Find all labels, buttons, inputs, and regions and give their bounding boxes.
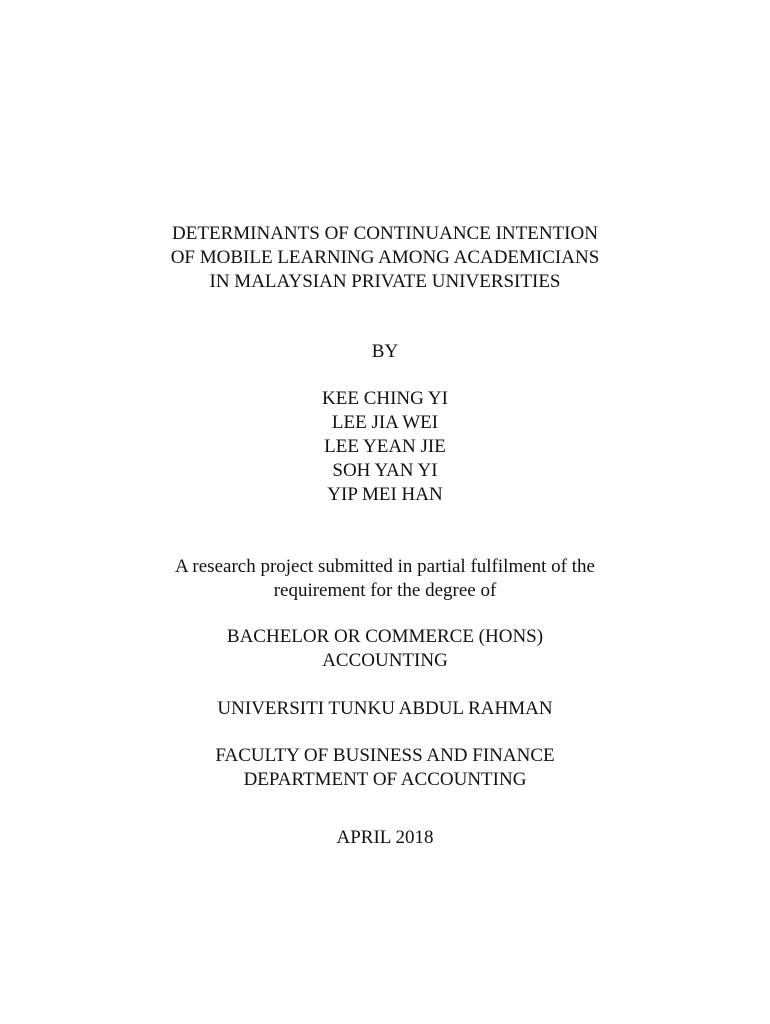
by-label — [0, 340, 770, 364]
title-line: DETERMINANTS OF CONTINUANCE INTENTION — [172, 223, 598, 244]
author-list — [0, 387, 770, 507]
author-name: KEE CHING YI — [322, 388, 448, 409]
university-line: UNIVERSITI TUNKU ABDUL RAHMAN — [217, 698, 553, 719]
statement-line: A research project submitted in partial fulfilment of the — [175, 556, 595, 577]
submission-date — [0, 826, 770, 850]
by-text: BY — [371, 341, 399, 362]
degree-line: BACHELOR OR COMMERCE (HONS) — [226, 626, 544, 647]
department-line: DEPARTMENT OF ACCOUNTING — [243, 769, 527, 790]
degree-line: ACCOUNTING — [322, 650, 448, 671]
title-line: IN MALAYSIAN PRIVATE UNIVERSITIES — [209, 271, 561, 292]
date-text: APRIL 2018 — [336, 827, 434, 848]
author-name: LEE JIA WEI — [331, 412, 439, 433]
author-name: YIP MEI HAN — [327, 484, 443, 505]
thesis-title — [0, 222, 770, 294]
submission-statement — [0, 555, 770, 603]
degree-name — [0, 625, 770, 673]
university-name — [0, 697, 770, 721]
statement-line: requirement for the degree of — [273, 580, 497, 601]
title-line: OF MOBILE LEARNING AMONG ACADEMICIANS — [170, 247, 600, 268]
faculty-department — [0, 744, 770, 792]
author-name: LEE YEAN JIE — [324, 436, 446, 457]
author-name: SOH YAN YI — [332, 460, 438, 481]
faculty-line: FACULTY OF BUSINESS AND FINANCE — [215, 745, 555, 766]
